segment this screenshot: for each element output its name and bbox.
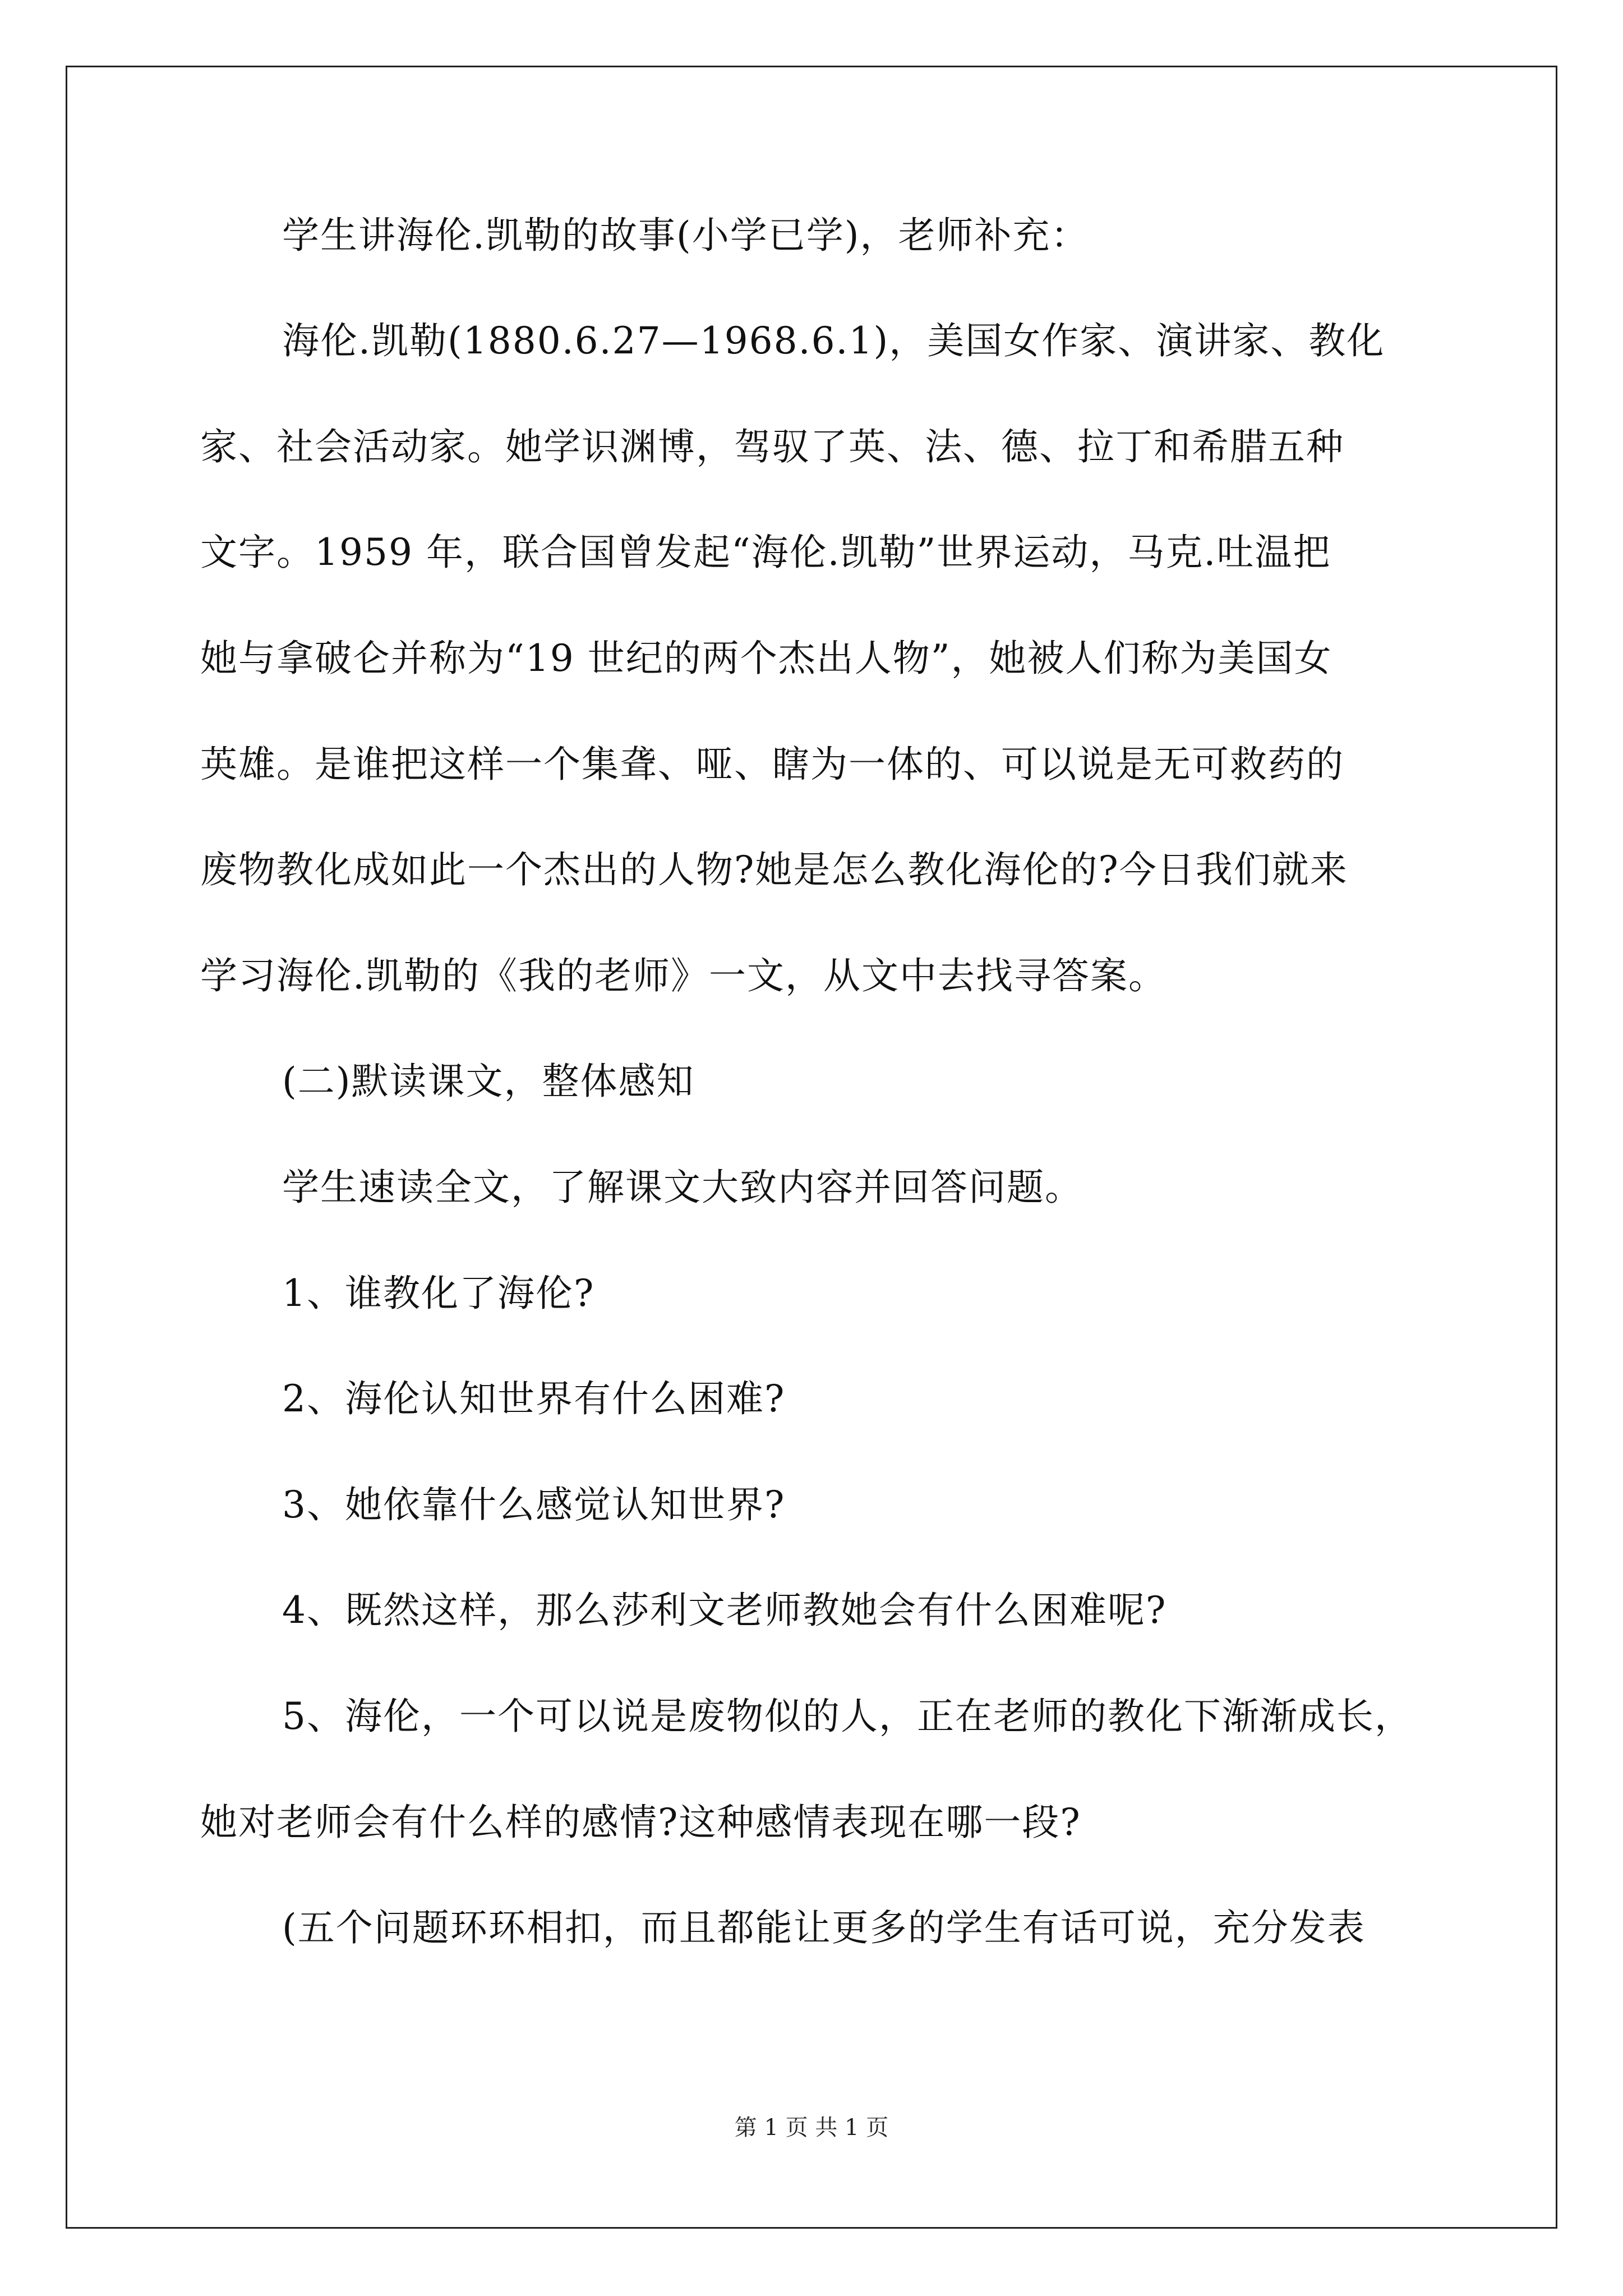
- paragraph-line: 废物教化成如此一个杰出的人物?她是怎么教化海伦的?今日我们就来: [200, 848, 1348, 891]
- section-heading: (二)默读课文，整体感知: [282, 1060, 695, 1103]
- question-item-continued: 她对老师会有什么样的感情?这种感情表现在哪一段?: [200, 1801, 1081, 1844]
- paragraph-line: 学生讲海伦.凯勒的故事(小学已学)，老师补充：: [282, 214, 1089, 257]
- question-item: 5、海伦，一个可以说是废物似的人，正在老师的教化下渐渐成长，: [282, 1695, 1413, 1738]
- paragraph-line: 英雄。是谁把这样一个集聋、哑、瞎为一体的、可以说是无可救药的: [200, 743, 1344, 786]
- page-footer: 第 1 页 共 1 页: [734, 2115, 889, 2141]
- question-item: 2、海伦认知世界有什么困难?: [282, 1377, 786, 1420]
- paragraph-line: 家、社会活动家。她学识渊博，驾驭了英、法、德、拉丁和希腊五种: [200, 425, 1344, 468]
- paragraph-line: 她与拿破仑并称为“19 世纪的两个杰出人物”，她被人们称为美国女: [200, 637, 1332, 680]
- paragraph-line: 文字。1959 年，联合国曾发起“海伦.凯勒”世界运动，马克.吐温把: [200, 531, 1331, 574]
- question-item: 4、既然这样，那么莎利文老师教她会有什么困难呢?: [282, 1589, 1167, 1632]
- paragraph-line: 海伦.凯勒(1880.6.27—1968.6.1)，美国女作家、演讲家、教化: [282, 319, 1385, 362]
- page-border: [66, 66, 1557, 2229]
- paragraph-line: (五个问题环环相扣，而且都能让更多的学生有话可说，充分发表: [282, 1906, 1366, 1949]
- paragraph-line: 学习海伦.凯勒的《我的老师》一文，从文中去找寻答案。: [200, 954, 1166, 997]
- question-item: 3、她依靠什么感觉认知世界?: [282, 1483, 786, 1526]
- paragraph-line: 学生速读全文，了解课文大致内容并回答问题。: [282, 1166, 1083, 1209]
- question-item: 1、谁教化了海伦?: [282, 1272, 595, 1315]
